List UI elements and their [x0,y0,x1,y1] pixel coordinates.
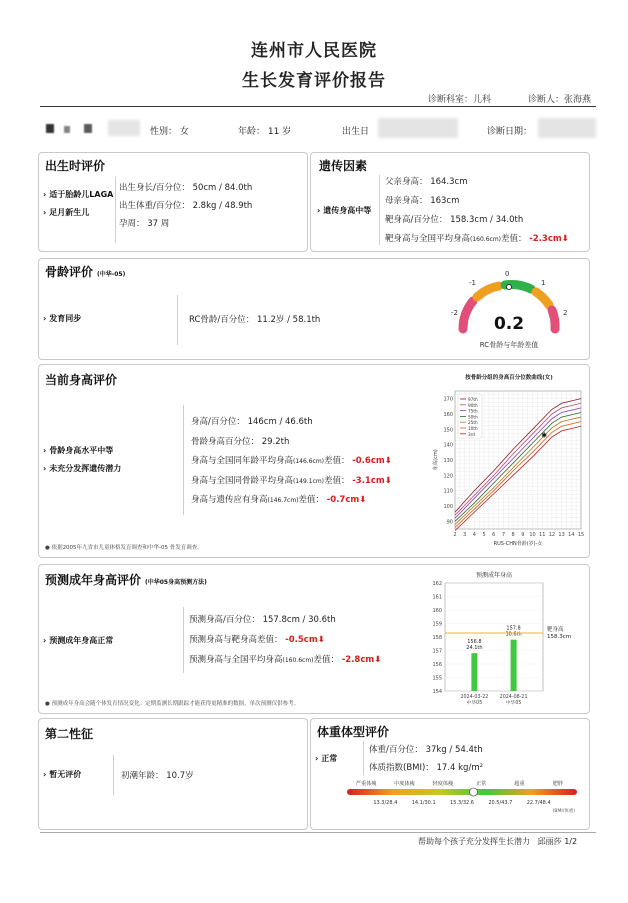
gauge-tick: 1 [541,279,546,287]
x-tick-label: 2024-03-22 [460,695,489,700]
x-tick-label: 14 [568,532,575,538]
y-tick-label: 160 [443,412,453,418]
gauge-tick: -1 [469,279,476,287]
y-tick-label: 100 [443,504,453,510]
redacted-birthdate [378,118,458,138]
x-tick-label: 6 [492,532,496,538]
target-line-label: 158.3cm [547,633,572,640]
height-percentile-chart [431,369,587,553]
dept-label: 诊断科室：儿科 [428,95,492,105]
panel-divider [113,755,114,795]
rc-bone-age: RC骨龄/百分位： 11.2岁 / 58.1th [189,315,321,325]
panel-divider [363,741,364,775]
panel-divider [183,607,184,673]
pred-chart-title: 预测成年身高 [475,572,513,579]
menarche-age: 初潮年龄： 10.7岁 [121,771,194,781]
gauge-seg-neg1 [477,286,499,297]
bmi-category-label: 中度体瘦 [394,781,415,787]
gauge-tick: 2 [563,309,568,317]
x-tick-label: 15 [577,532,585,538]
birth-label: 出生日 [342,127,370,137]
x-tick-label: 中华05 [466,701,483,706]
y-tick-label: 150 [443,427,453,434]
bmi-value: 体质指数(BMI)： 17.4 kg/m² [369,763,484,773]
secondary-sex-title: 第二性征 [45,727,94,741]
redacted-name [108,120,140,136]
genetic-title: 遗传因素 [319,159,368,173]
bmi-scale [341,777,585,825]
bmi-category-label: 轻度体瘦 [432,781,454,787]
redacted-name-block [46,124,54,133]
y-tick-label: 130 [443,458,453,464]
weight-percentile: 体重/百分位： 37kg / 54.4th [369,745,483,755]
gauge-caption: RC骨龄与年龄差值 [479,341,539,349]
bullet-prediction-normal: › 预测成年身高正常 [43,635,113,646]
pred-bar [511,640,517,691]
bone-age-panel [38,258,590,360]
panel-divider [115,177,116,243]
bmi-category-label: 超重 [514,781,525,787]
gauge-tick: 0 [505,270,510,278]
bmi-threshold-label: 22.7/48.4 [526,800,551,806]
bone-height-percentile: 骨龄身高百分位： 29.2th [191,437,290,447]
bmi-category-label: 正常 [475,781,487,787]
y-tick-label: 155 [432,675,442,682]
legend-label: 90th [468,402,478,408]
y-tick-label: 157 [432,648,442,655]
body-type-title: 体重体型评价 [317,725,390,739]
x-tick-label: 2024-08-21 [499,695,528,700]
bmi-gradient-bar [347,789,577,795]
bar-value-label: 24.1th [466,645,483,652]
birth-weight: 出生体重/百分位： 2.8kg / 48.9th [119,201,253,211]
x-tick-label: 中华05 [505,701,522,706]
x-tick-label: 5 [482,532,486,538]
x-tick-label: 4 [472,532,476,538]
legend-label: 25th [468,420,478,426]
bmi-threshold-label: 13.3/28.4 [373,800,398,806]
gauge-seg-pos2 [552,310,555,329]
gauge-seg-neg2 [463,301,473,329]
body-type-panel [310,718,590,830]
age-field: 年龄： 11 岁 [238,127,292,137]
secondary-sex-panel [38,718,308,830]
pred-vs-national: 预测身高与全国平均身高(160.6cm)差值： -2.8cm⬇ [189,655,382,665]
y-tick-label: 158 [432,635,442,641]
predicted-height-chart [421,569,587,711]
mother-height: 母亲身高： 163cm [385,196,460,206]
diag-date-label: 诊断日期： [487,127,533,137]
bullet-fullterm: › 足月新生儿 [43,207,89,218]
legend-label: 75th [468,408,478,414]
bullet-no-eval: › 暂无评价 [43,769,81,780]
height-vs-genetic: 身高与遗传应有身高(146.7cm)差值： -0.7cm⬇ [191,495,367,505]
prediction-panel [38,564,590,714]
redacted-name-block [84,124,92,133]
footer-slogan: 帮助每个孩子充分发挥生长潜力 邱丽莎 1/2 [418,837,578,846]
bmi-threshold-label: 15.3/32.6 [450,800,474,806]
current-height-panel [38,364,590,558]
gender-field: 性别： 女 [150,127,189,137]
y-tick-label: 161 [432,594,442,601]
footer-divider [40,832,596,833]
bullet-bone-height-medium: › 骨龄身高水平中等 [43,445,113,456]
patient-point: ✱ [541,431,548,440]
legend-label: 10th [468,426,478,431]
y-tick-label: 90 [446,519,453,526]
y-tick-label: 154 [432,689,442,695]
y-axis-label: 身高(cm) [433,449,439,471]
birth-length: 出生身长/百分位： 50cm / 84.0th [119,183,253,193]
panel-divider [177,295,178,345]
predicted-height: 预测身高/百分位： 157.8cm / 30.6th [189,615,336,625]
bullet-genetic-medium: › 遗传身高中等 [317,205,371,216]
x-tick-label: 12 [548,532,556,538]
x-tick-label: 11 [539,532,546,538]
x-tick-label: 10 [529,532,536,538]
legend-label: 50th [468,414,478,420]
prediction-note: ● 预测成年身高会随个体发育情况变化。定期监测长期跟踪才能获得更精准的数据。单次预测仅供参考。 [45,701,300,707]
x-axis-label: RUS-CHN骨龄(岁)-女 [493,541,543,547]
bullet-normal: › 正常 [315,753,337,764]
header-divider [40,106,596,107]
bullet-bone-sync: › 发育同步 [43,313,81,324]
legend-label: 97th [468,397,478,402]
doctor-label: 诊断人：张海燕 [528,95,592,105]
y-tick-label: 156 [432,662,442,668]
birth-eval-title: 出生时评价 [45,159,106,173]
bmi-threshold-label: 20.5/43.7 [488,800,513,806]
gauge-pointer [507,285,512,290]
height-source-note: ● 依据2005年九省市儿童体格发育调查和中华-05 骨发育调查。 [45,545,203,551]
y-tick-label: 120 [443,473,453,480]
pred-vs-target: 预测身高与靶身高差值： -0.5cm⬇ [189,635,325,645]
panel-divider [379,175,380,245]
bmi-unit-label: (BMI/体重) [552,809,575,814]
height-percentile: 身高/百分位： 146cm / 46.6th [191,417,313,427]
bmi-threshold-label: 14.1/30.1 [411,800,436,806]
x-tick-label: 9 [521,532,525,538]
height-vs-age-avg: 身高与全国同年龄平均身高(146.6cm)差值： -0.6cm⬇ [191,456,392,466]
target-vs-national: 靶身高与全国平均身高(160.6cm)差值： -2.3cm⬇ [385,234,569,244]
panel-divider [183,405,184,515]
x-tick-label: 13 [558,532,565,538]
x-tick-label: 7 [501,532,506,538]
gauge-tick: -2 [451,309,458,317]
y-tick-label: 162 [432,581,442,587]
bar-value-label: 156.8 [467,639,482,646]
report-title: 生长发育评价报告 [242,71,386,91]
bmi-marker [470,788,478,796]
x-tick-label: 3 [463,532,467,538]
current-height-title: 当前身高评价 [45,373,118,387]
redacted-name-block [64,126,70,133]
y-tick-label: 159 [432,621,442,628]
genetic-panel [310,152,590,252]
x-tick-label: 2 [453,532,457,538]
height-vs-boneage-avg: 身高与全国同骨龄平均身高(149.1cm)差值： -3.1cm⬇ [191,476,392,486]
bone-age-gauge [433,267,581,357]
bar-value-label: 157.8 [506,625,521,632]
prediction-title: 预测成年身高评价 (中华05身高预测方法) [45,573,207,587]
hospital-name: 连州市人民医院 [251,41,377,61]
gauge-value: 0.2 [493,314,525,334]
y-tick-label: 170 [443,396,453,403]
bar-value-label: 30.6th [505,631,522,638]
gauge-seg-pos1 [536,292,549,305]
bmi-category-label: 严重体瘦 [355,781,377,787]
gestation-weeks: 孕周： 37 周 [119,219,170,229]
y-tick-label: 140 [443,442,453,449]
curve-chart-title: 按骨龄分组的身高百分位数曲线(女) [465,375,553,381]
x-tick-label: 8 [511,532,515,538]
father-height: 父亲身高： 164.3cm [385,177,468,187]
bullet-aga: › 适于胎龄儿LAGA [43,189,113,200]
target-height: 靶身高/百分位： 158.3cm / 34.0th [385,215,524,225]
bone-age-title: 骨龄评价 (中华-05) [45,265,126,279]
pred-bar [471,653,477,691]
y-tick-label: 110 [443,488,453,495]
bmi-category-label: 肥胖 [552,781,564,787]
legend-label: 3rd [468,431,475,437]
target-line-label: 靶身高 [547,626,564,633]
bullet-genetic-potential: › 未充分发挥遗传潜力 [43,463,121,474]
birth-eval-panel [38,152,308,252]
redacted-diag-date [538,118,596,138]
y-tick-label: 160 [432,608,442,614]
